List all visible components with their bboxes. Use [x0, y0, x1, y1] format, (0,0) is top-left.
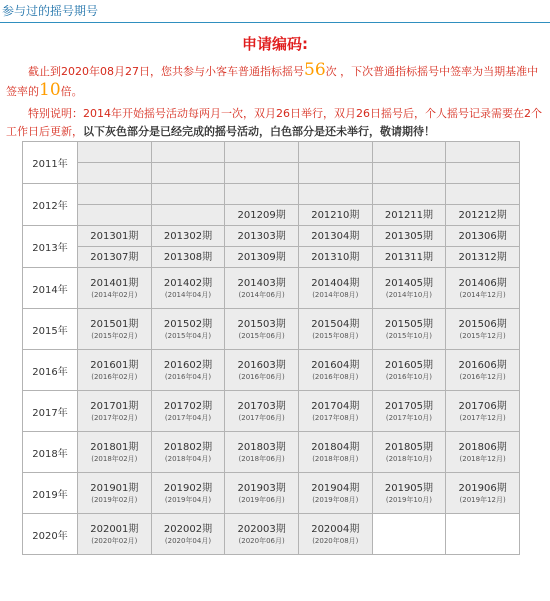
- period-date: (2019年12月): [459, 495, 506, 504]
- period-date: (2017年06月): [238, 413, 285, 422]
- lottery-count-notice: [0, 61, 550, 101]
- period-cell: [151, 268, 225, 309]
- period-cell: [298, 268, 372, 309]
- period-number: 201312期: [458, 251, 507, 263]
- period-date: (2014年12月): [459, 290, 506, 299]
- period-date: (2014年06月): [238, 290, 285, 299]
- empty-period-cell: [298, 184, 372, 205]
- period-number: 201402期: [163, 277, 213, 289]
- period-cell: [446, 350, 520, 391]
- year-label: 2015年: [23, 309, 78, 350]
- period-cell: [298, 432, 372, 473]
- period-number: 201305期: [384, 230, 434, 242]
- period-number: 202001期: [90, 523, 139, 535]
- special-notice-plain: 2014年开始摇号活动每两月一次，双月26日举行，双月26日摇号后，个人摇号记录需要在2个工作日后更新，: [6, 107, 542, 138]
- year-label: 2011年: [23, 142, 78, 184]
- period-number: 201606期: [458, 359, 507, 371]
- period-cell: [78, 268, 152, 309]
- period-date: (2020年06月): [238, 536, 285, 545]
- period-cell: [151, 391, 225, 432]
- period-number: 201310期: [311, 251, 360, 263]
- table-row: [23, 432, 520, 473]
- empty-period-cell: [78, 184, 152, 205]
- period-number: 201602期: [163, 359, 213, 371]
- period-cell: [225, 309, 299, 350]
- period-cell: [225, 247, 299, 268]
- period-number: 201401期: [90, 277, 139, 289]
- table-row: [23, 226, 520, 247]
- period-cell: [298, 247, 372, 268]
- period-cell: [372, 309, 446, 350]
- notice-prefix: 截止到2020年08月27日，您共参与小客车普通指标摇号: [28, 65, 304, 78]
- period-number: 201706期: [458, 400, 507, 412]
- period-cell: [78, 514, 152, 555]
- period-cell: [225, 205, 299, 226]
- period-number: 201302期: [163, 230, 213, 242]
- period-cell: [372, 473, 446, 514]
- period-number: 201405期: [384, 277, 434, 289]
- period-number: 201505期: [384, 318, 434, 330]
- period-cell: [78, 473, 152, 514]
- empty-period-cell: [372, 184, 446, 205]
- period-date: (2018年06月): [238, 454, 285, 463]
- empty-period-cell: [225, 163, 299, 184]
- period-number: 201209期: [237, 209, 286, 221]
- period-cell: [372, 391, 446, 432]
- section-title: 参与过的摇号期号: [2, 4, 99, 18]
- period-number: 201902期: [163, 482, 213, 494]
- period-date: (2020年02月): [91, 536, 138, 545]
- empty-period-cell: [298, 163, 372, 184]
- empty-period-cell: [151, 184, 225, 205]
- period-number: 201702期: [163, 400, 213, 412]
- period-date: (2017年08月): [312, 413, 359, 422]
- period-number: 201703期: [237, 400, 286, 412]
- special-notice: [0, 105, 550, 141]
- period-cell: [151, 432, 225, 473]
- period-cell: [446, 226, 520, 247]
- period-number: 201404期: [311, 277, 360, 289]
- period-cell: [151, 309, 225, 350]
- period-number: 201303期: [237, 230, 286, 242]
- year-label: 2020年: [23, 514, 78, 555]
- period-number: 201304期: [311, 230, 360, 242]
- empty-period-cell: [446, 163, 520, 184]
- period-date: (2016年08月): [312, 372, 359, 381]
- period-number: 201212期: [458, 209, 507, 221]
- table-row: [23, 184, 520, 205]
- period-number: 201604期: [311, 359, 360, 371]
- period-number: 201803期: [237, 441, 286, 453]
- period-cell: [151, 514, 225, 555]
- table-row: [23, 473, 520, 514]
- lottery-period-table: [22, 141, 520, 555]
- period-cell: [225, 432, 299, 473]
- period-cell: [151, 226, 225, 247]
- empty-period-cell: [298, 142, 372, 163]
- rate-multiplier: 10: [39, 80, 61, 100]
- empty-period-cell: [446, 142, 520, 163]
- period-date: (2016年02月): [91, 372, 138, 381]
- table-row: [23, 350, 520, 391]
- period-number: 201701期: [90, 400, 139, 412]
- period-date: (2020年04月): [164, 536, 212, 545]
- period-cell: [446, 268, 520, 309]
- period-cell: [225, 514, 299, 555]
- special-notice-text: [6, 107, 542, 138]
- period-cell: [78, 350, 152, 391]
- period-number: 201309期: [237, 251, 286, 263]
- period-cell: [298, 473, 372, 514]
- period-cell: [298, 350, 372, 391]
- period-number: 201307期: [90, 251, 139, 263]
- period-date: (2016年10月): [385, 372, 433, 381]
- period-number: 201403期: [237, 277, 286, 289]
- period-date: (2016年12月): [459, 372, 506, 381]
- period-cell: [151, 350, 225, 391]
- empty-period-cell: [372, 163, 446, 184]
- period-number: 201605期: [384, 359, 434, 371]
- period-date: (2018年08月): [312, 454, 359, 463]
- period-cell: [446, 247, 520, 268]
- empty-period-cell: [372, 142, 446, 163]
- period-date: (2016年06月): [238, 372, 285, 381]
- empty-period-cell: [78, 163, 152, 184]
- period-date: (2017年04月): [164, 413, 212, 422]
- period-date: (2014年02月): [91, 290, 138, 299]
- period-cell: [225, 226, 299, 247]
- period-date: (2019年02月): [91, 495, 138, 504]
- period-date: (2019年10月): [385, 495, 433, 504]
- period-number: 201804期: [311, 441, 360, 453]
- period-number: 202002期: [163, 523, 213, 535]
- period-number: 201301期: [90, 230, 139, 242]
- period-cell: [78, 247, 152, 268]
- period-cell: [78, 391, 152, 432]
- period-number: 201311期: [384, 251, 434, 263]
- period-cell: [225, 268, 299, 309]
- year-label: 2013年: [23, 226, 78, 268]
- participation-count: 56: [304, 60, 326, 80]
- empty-period-cell: [372, 514, 446, 555]
- special-notice-label: 特别说明：: [28, 107, 83, 120]
- period-number: 202004期: [311, 523, 360, 535]
- special-notice-bold: 以下灰色部分是已经完成的摇号活动，白色部分是还未举行，敬请期待！: [83, 125, 435, 138]
- period-date: (2015年12月): [459, 331, 506, 340]
- period-number: 201306期: [458, 230, 507, 242]
- period-number: 201705期: [384, 400, 434, 412]
- period-number: 201704期: [311, 400, 360, 412]
- application-code-title: 申请编码:: [242, 35, 308, 53]
- period-number: 201906期: [458, 482, 507, 494]
- period-date: (2017年02月): [91, 413, 138, 422]
- section-header: [0, 0, 550, 23]
- table-row: [23, 163, 520, 184]
- table-row: [23, 514, 520, 555]
- period-cell: [372, 350, 446, 391]
- period-date: (2019年08月): [312, 495, 359, 504]
- period-cell: [372, 226, 446, 247]
- period-date: (2014年08月): [312, 290, 359, 299]
- table-row: [23, 309, 520, 350]
- period-date: (2015年10月): [385, 331, 433, 340]
- period-cell: [298, 226, 372, 247]
- table-row: [23, 268, 520, 309]
- period-cell: [78, 309, 152, 350]
- empty-period-cell: [446, 184, 520, 205]
- table-row: [23, 247, 520, 268]
- period-date: (2017年10月): [385, 413, 433, 422]
- year-label: 2019年: [23, 473, 78, 514]
- period-cell: [78, 226, 152, 247]
- period-cell: [298, 514, 372, 555]
- period-cell: [225, 391, 299, 432]
- notice-suffix: 倍。: [60, 85, 83, 98]
- period-number: 201904期: [311, 482, 360, 494]
- period-number: 201901期: [90, 482, 139, 494]
- period-number: 201503期: [237, 318, 286, 330]
- period-cell: [372, 268, 446, 309]
- year-label: 2018年: [23, 432, 78, 473]
- period-date: (2015年08月): [312, 331, 359, 340]
- empty-period-cell: [151, 142, 225, 163]
- empty-period-cell: [151, 163, 225, 184]
- period-number: 201210期: [311, 209, 360, 221]
- period-number: 201406期: [458, 277, 507, 289]
- period-number: 201603期: [237, 359, 286, 371]
- table-row: [23, 391, 520, 432]
- period-date: (2018年04月): [164, 454, 212, 463]
- period-number: 202003期: [237, 523, 286, 535]
- period-number: 201502期: [163, 318, 213, 330]
- period-date: (2018年02月): [91, 454, 138, 463]
- year-label: 2014年: [23, 268, 78, 309]
- period-number: 201504期: [311, 318, 360, 330]
- year-label: 2017年: [23, 391, 78, 432]
- period-cell: [225, 473, 299, 514]
- period-cell: [446, 432, 520, 473]
- period-date: (2020年08月): [312, 536, 359, 545]
- period-number: 201801期: [90, 441, 139, 453]
- period-date: (2019年06月): [238, 495, 285, 504]
- year-label: 2012年: [23, 184, 78, 226]
- period-number: 201805期: [384, 441, 434, 453]
- period-number: 201501期: [90, 318, 139, 330]
- notice-mid: 次 ，下次普通指标摇号中签率为当期基准中签率的: [6, 65, 539, 98]
- year-label: 2016年: [23, 350, 78, 391]
- empty-period-cell: [78, 142, 152, 163]
- empty-period-cell: [78, 205, 152, 226]
- period-cell: [298, 309, 372, 350]
- period-cell: [372, 247, 446, 268]
- period-date: (2014年10月): [385, 290, 433, 299]
- period-number: 201905期: [384, 482, 434, 494]
- period-cell: [446, 309, 520, 350]
- empty-period-cell: [151, 205, 225, 226]
- period-cell: [372, 205, 446, 226]
- period-number: 201211期: [384, 209, 434, 221]
- period-date: (2015年04月): [164, 331, 212, 340]
- period-date: (2019年04月): [164, 495, 212, 504]
- period-date: (2018年12月): [459, 454, 506, 463]
- period-date: (2015年02月): [91, 331, 138, 340]
- period-number: 201806期: [458, 441, 507, 453]
- period-cell: [225, 350, 299, 391]
- period-cell: [372, 432, 446, 473]
- period-date: (2014年04月): [164, 290, 212, 299]
- period-date: (2015年06月): [238, 331, 285, 340]
- period-cell: [446, 473, 520, 514]
- period-number: 201308期: [163, 251, 213, 263]
- period-cell: [298, 205, 372, 226]
- empty-period-cell: [225, 142, 299, 163]
- empty-period-cell: [225, 184, 299, 205]
- period-date: (2017年12月): [459, 413, 506, 422]
- period-number: 201506期: [458, 318, 507, 330]
- period-number: 201903期: [237, 482, 286, 494]
- period-cell: [446, 391, 520, 432]
- period-number: 201802期: [163, 441, 213, 453]
- period-date: (2016年04月): [164, 372, 212, 381]
- empty-period-cell: [446, 514, 520, 555]
- period-date: (2018年10月): [385, 454, 433, 463]
- period-number: 201601期: [90, 359, 139, 371]
- period-cell: [298, 391, 372, 432]
- period-cell: [78, 432, 152, 473]
- period-cell: [446, 205, 520, 226]
- period-cell: [151, 247, 225, 268]
- period-cell: [151, 473, 225, 514]
- table-row: [23, 142, 520, 163]
- table-row: [23, 205, 520, 226]
